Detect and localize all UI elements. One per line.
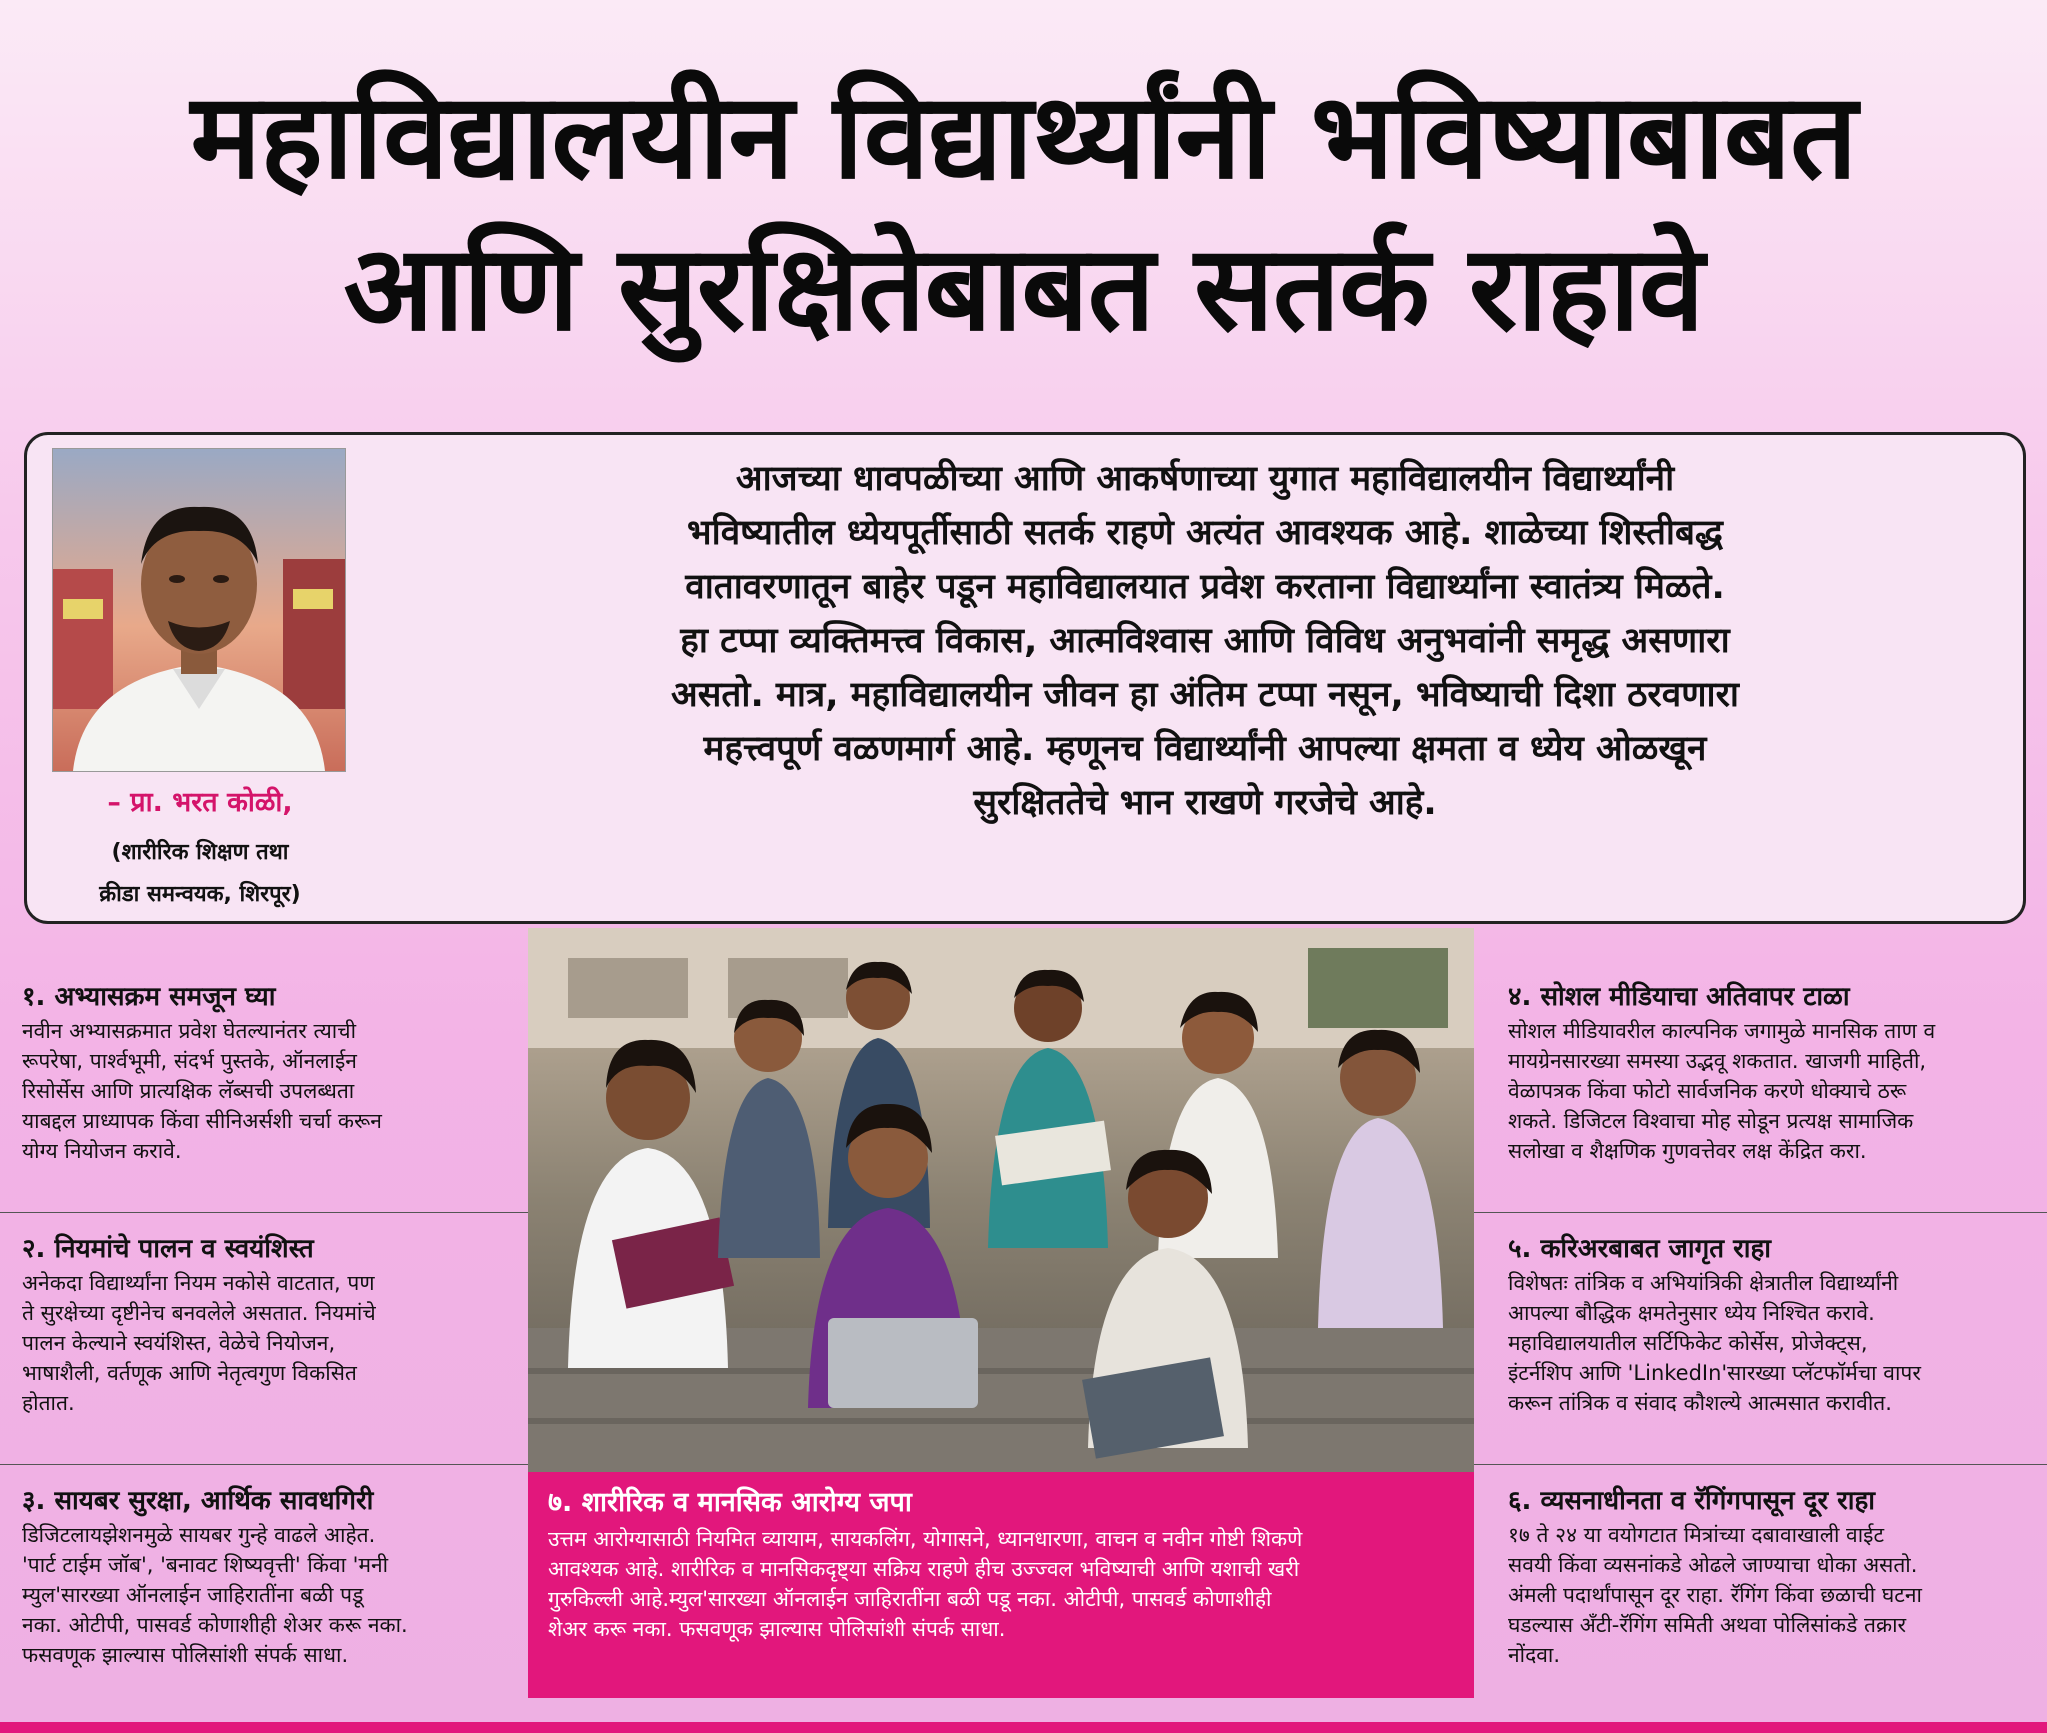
section-4-line: सलोखा व शैक्षणिक गुणवत्तेवर लक्ष केंद्रित करा. [1508, 1139, 1867, 1163]
section-5-line: करून तांत्रिक व संवाद कौशल्ये आत्मसात करावीत. [1508, 1391, 1892, 1415]
section-1-line: रिसोर्सेस आणि प्रात्यक्षिक लॅब्सची उपलब्धता [22, 1079, 355, 1103]
section-3-line: डिजिटलायझेशनमुळे सायबर गुन्हे वाढले आहेत. [22, 1523, 376, 1547]
intro-line: सुरक्षिततेचे भान राखणे गरजेचे आहे. [973, 783, 1437, 823]
divider [1474, 1212, 2047, 1213]
section-2 [22, 1232, 522, 1418]
section-6-line: नोंदवा. [1508, 1643, 1561, 1667]
section-4-line: सोशल मीडियावरील काल्पनिक जगामुळे मानसिक ताण व [1508, 1019, 1936, 1043]
author-name: – प्रा. भरत कोळी, [107, 787, 293, 818]
section-2-title: २. नियमांचे पालन व स्वयंशिस्त [22, 1234, 314, 1264]
section-5 [1508, 1232, 2028, 1418]
section-7 [528, 1472, 1474, 1698]
section-3 [22, 1484, 522, 1670]
author-role-line-1: (शारीरिक शिक्षण तथा [111, 840, 289, 865]
intro-line: हा टप्पा व्यक्तिमत्त्व विकास, आत्मविश्वास आणि विविध अनुभवांनी समृद्ध असणारा [680, 621, 1730, 661]
section-1-line: नवीन अभ्यासक्रमात प्रवेश घेतल्यानंतर त्याची [22, 1019, 357, 1043]
section-6-line: अंमली पदार्थांपासून दूर राहा. रॅगिंग किंवा छळाची घटना [1508, 1583, 1922, 1607]
section-1-line: याबद्दल प्राध्यापक किंवा सीनिअर्सशी चर्चा करून [22, 1109, 382, 1133]
section-3-line: नका. ओटीपी, पासवर्ड कोणाशीही शेअर करू नका. [22, 1613, 408, 1637]
headline [0, 60, 2047, 364]
headline-line-2: आणि सुरक्षितेबाबत सतर्क राहावे [343, 219, 1704, 357]
section-6-line: १७ ते २४ या वयोगटात मित्रांच्या दबावाखाली वाईट [1508, 1523, 1885, 1547]
section-3-line: 'पार्ट टाईम जॉब', 'बनावट शिष्यवृत्ती' किंवा 'मनी [22, 1553, 389, 1577]
headline-line-1: महाविद्यालयीन विद्यार्थ्यांनी भविष्याबाबत [190, 67, 1857, 205]
section-4-line: शकते. डिजिटल विश्वाचा मोह सोडून प्रत्यक्ष सामाजिक [1508, 1109, 1914, 1133]
author-role-line-2: क्रीडा समन्वयक, शिरपूर) [99, 882, 301, 907]
section-2-line: पालन केल्याने स्वयंशिस्त, वेळेचे नियोजन, [22, 1331, 336, 1355]
section-5-title: ५. करिअरबाबत जागृत राहा [1508, 1234, 1772, 1264]
section-7-line: गुरुकिल्ली आहे.म्युल'सारख्या ऑनलाईन जाहिरातींना बळी पडू नका. ओटीपी, पासवर्ड कोणाशीही [548, 1587, 1272, 1611]
portrait-photo [53, 449, 345, 771]
students-photo [528, 928, 1474, 1473]
intro-line: भविष्यातील ध्येयपूर्तीसाठी सतर्क राहणे अत्यंत आवश्यक आहे. शाळेच्या शिस्तीबद्ध [687, 513, 1723, 553]
divider [0, 1464, 528, 1465]
section-7-line: उत्तम आरोग्यासाठी नियमित व्यायाम, सायकलिंग, योगासने, ध्यानधारणा, वाचन व नवीन गोष्टी शिकणे [548, 1527, 1303, 1551]
intro-line: असतो. मात्र, महाविद्यालयीन जीवन हा अंतिम टप्पा नसून, भविष्याची दिशा ठरवणारा [671, 675, 1739, 715]
intro-line: महत्त्वपूर्ण वळणमार्ग आहे. म्हणूनच विद्यार्थ्यांनी आपल्या क्षमता व ध्येय ओळखून [703, 729, 1707, 769]
section-5-line: महाविद्यालयातील सर्टिफिकेट कोर्सेस, प्रोजेक्ट्स, [1508, 1331, 1868, 1355]
section-2-line: ते सुरक्षेच्या दृष्टीनेच बनवलेले असतात. नियमांचे [22, 1301, 376, 1325]
section-4-line: वेळापत्रक किंवा फोटो सार्वजनिक करणे धोक्याचे ठरू [1508, 1079, 1907, 1103]
intro-line: वातावरणातून बाहेर पडून महाविद्यालयात प्रवेश करताना विद्यार्थ्यांना स्वातंत्र्य मिळते. [685, 567, 1725, 607]
section-5-line: इंटर्नशिप आणि 'LinkedIn'सारख्या प्लॅटफॉर्मचा वापर [1508, 1361, 1921, 1385]
section-5-line: आपल्या बौद्धिक क्षमतेनुसार ध्येय निश्चित करावे. [1508, 1301, 1875, 1325]
section-2-line: भाषाशैली, वर्तणूक आणि नेतृत्वगुण विकसित [22, 1361, 357, 1385]
section-6-line: सवयी किंवा व्यसनांकडे ओढले जाण्याचा धोका असतो. [1508, 1553, 1918, 1577]
intro-paragraph [405, 452, 2005, 830]
section-7-line: आवश्यक आहे. शारीरिक व मानसिकदृष्ट्या सक्रिय राहणे हीच उज्ज्वल भविष्याची आणि यशाची खरी [548, 1557, 1300, 1581]
section-1 [22, 980, 522, 1166]
divider [0, 1212, 528, 1213]
section-3-line: फसवणूक झाल्यास पोलिसांशी संपर्क साधा. [22, 1643, 349, 1667]
intro-line: आजच्या धावपळीच्या आणि आकर्षणाच्या युगात महाविद्यालयीन विद्यार्थ्यांनी [735, 459, 1675, 499]
section-3-line: म्युल'सारख्या ऑनलाईन जाहिरातींना बळी पडू [22, 1583, 364, 1607]
section-6-title: ६. व्यसनाधीनता व रॅगिंगपासून दूर राहा [1508, 1486, 1876, 1516]
section-4-line: मायग्रेनसारख्या समस्या उद्भवू शकतात. खाजगी माहिती, [1508, 1049, 1927, 1073]
author-role [40, 832, 360, 916]
section-4-title: ४. सोशल मीडियाचा अतिवापर टाळा [1508, 982, 1850, 1012]
section-7-line: शेअर करू नका. फसवणूक झाल्यास पोलिसांशी संपर्क साधा. [548, 1617, 1006, 1641]
section-2-line: होतात. [22, 1391, 75, 1415]
section-1-title: १. अभ्यासक्रम समजून घ्या [22, 982, 276, 1012]
section-5-line: विशेषतः तांत्रिक व अभियांत्रिकी क्षेत्रातील विद्यार्थ्यांनी [1508, 1271, 1899, 1295]
section-1-line: रूपरेषा, पार्श्वभूमी, संदर्भ पुस्तके, ऑनलाईन [22, 1049, 357, 1073]
section-2-line: अनेकदा विद्यार्थ्यांना नियम नकोसे वाटतात, पण [22, 1271, 375, 1295]
section-1-line: योग्य नियोजन करावे. [22, 1139, 182, 1163]
section-4 [1508, 980, 2028, 1166]
section-6 [1508, 1484, 2028, 1670]
section-7-title: ७. शारीरिक व मानसिक आरोग्य जपा [548, 1487, 912, 1518]
section-6-line: घडल्यास अँटी-रॅगिंग समिती अथवा पोलिसांकडे तक्रार [1508, 1613, 1907, 1637]
bottom-bar [0, 1722, 2047, 1733]
author-portrait [52, 448, 346, 772]
section-3-title: ३. सायबर सुरक्षा, आर्थिक सावधगिरी [22, 1486, 374, 1516]
divider [1474, 1464, 2047, 1465]
group-photo [528, 928, 1474, 1473]
